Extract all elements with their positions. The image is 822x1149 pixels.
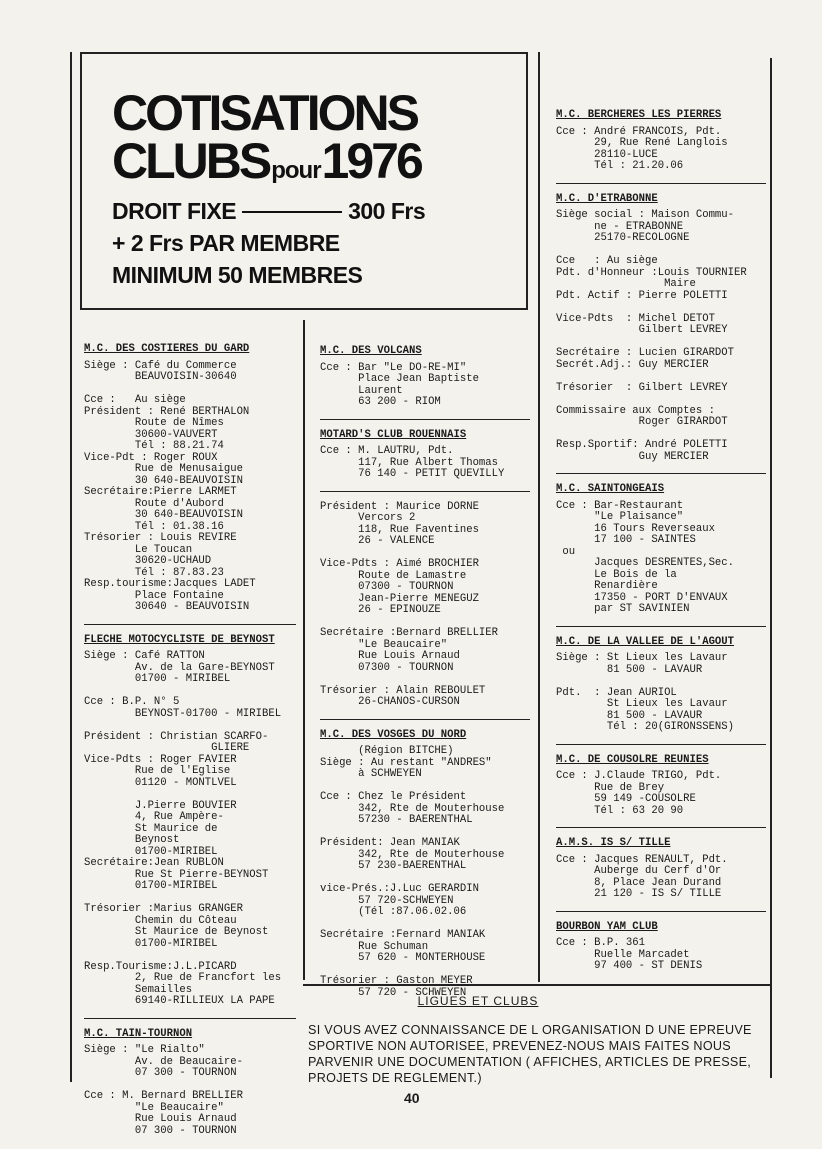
club-details: Siège social : Maison Commu- ne - ETRABONNE 25170-RECOLOGNE Cce : Au siège Pdt. d'Honneur :Louis TOURNIER Maire Pdt. Actif : Pierre POLETTI Vice-Pdts : Michel DETOT Gilbert LEVREY Secrétaire : Lucien GIRARDOT Secrét.Adj.: Guy MERCIER Trésorier : Gilbert LEVREY Commissaire aux Comptes : Roger GIRARDOT Resp.Sportif: André POLETTI Guy MERCIER [556,209,747,463]
club-block [556,637,766,734]
page-number: 40 [404,1090,420,1106]
club-heading: M.C. SAINTONGEAIS [556,483,665,495]
club-details: Cce : Jacques RENAULT, Pdt. Auberge du Cerf d'Or 8, Place Jean Durand 21 120 - IS S/ TILLE [556,853,728,900]
separator [556,744,766,745]
club-details: Cce : J.Claude TRIGO, Pdt. Rue de Brey 59 149 -COUSOLRE Tél : 63 20 90 [556,770,722,817]
club-details: Cce : B.P. 361 Ruelle Marcadet 97 400 - ST DENIS [556,937,703,972]
club-details: Cce : André FRANCOIS, Pdt. 29, Rue René Langlois 28110-LUCE Tél : 21.20.06 [556,125,728,172]
club-block [84,1029,296,1138]
club-details: Président : Maurice DORNE Vercors 2 118, Rue Faventines 26 - VALENCE Vice-Pdts : Aimé BROCHIER Route de Lamastre 07300 - TOURNON Jean-Pierre MENEGUZ 26 - EPINOUZE Secrétaire :Bernard BRELLIER "Le Beaucaire" Rue Louis Arnaud 07300 - TOURNON Trésorier : Alain REBOULET 26-CHANOS-CURSON [320,500,499,708]
club-block [84,344,296,614]
club-details: Siège : Café du Commerce BEAUVOISIN-30640 Cce : Au siège Président : René BERTHALON Route de Nîmes 30600-VAUVERT Tél : 88.21.74 Vice-Pdt : Roger ROUX Rue de Menusaigue 30 640-BEAUVOISIN Secrétaire:Pierre LARMET Route d'Aubord 30 640-BEAUVOISIN Tél : 01.38.16 Trésorier : Louis REVIRE Le Toucan 30620-UCHAUD Tél : 87.83.23 Resp.tourisme:Jacques LADET Place Fontaine 30640 - BEAUVOISIN [84,359,256,613]
column-3 [556,110,766,979]
separator [556,626,766,627]
club-block [556,838,766,901]
club-heading: A.M.S. IS S/ TILLE [556,837,671,849]
club-details: (Région BITCHE) Siège : Au restant "ANDRES" à SCHWEYEN Cce : Chez le Président 342, Rte de Mouterhouse 57230 - BAERENTHAL Président: Jean MANIAK 342, Rte de Mouterhouse 57 230-BAERENTHAL vice-Prés.:J.Luc GERARDIN 57 720-SCHWEYEN (Tél :87.06.02.06 Secrétaire :Fernard MANIAK Rue Schuman 57 620 - MONTERHOUSE Trésorier : Gaston MEYER 57 720 - SCHWEYEN [320,745,505,999]
club-block [556,755,766,818]
club-block [556,484,766,616]
club-heading: M.C. TAIN-TOURNON [84,1027,193,1040]
club-details: Cce : Bar "Le DO-RE-MI" Place Jean Baptiste Laurent 63 200 - RIOM [320,361,479,408]
separator [556,911,766,912]
club-heading: M.C. DES COSTIERES DU GARD [84,343,250,355]
ligues-notice [308,994,768,1086]
club-block [320,502,530,709]
col3-left-rule [538,52,540,982]
club-details: Cce : M. LAUTRU, Pdt. 117, Rue Albert Thomas 76 140 - PETIT QUEVILLY [320,445,505,480]
club-details: Cce : Bar-Restaurant "Le Plaisance" 16 Tours Reverseaux 17 100 - SAINTES ou Jacques DESRENTES,Sec. Le Bois de la Renardière 17350 - PORT D'ENVAUX par ST SAVINIEN [556,499,735,615]
separator [556,827,766,828]
club-details: Siège : Café RATTON Av. de la Gare-BEYNOST 01700 - MIRIBEL Cce : B.P. N° 5 BEYNOST-01700 - MIRIBEL Président : Christian SCARFO- GLIERE Vice-Pdts : Roger FAVIER Rue de l'Eglise 01120 - MONTLVEL J.Pierre BOUVIER 4, Rue Ampère- St Maurice de Beynost 01700-MIRIBEL Secrétaire:Jean RUBLON Rue St Pierre-BEYNOST 01700-MIRIBEL Trésorier :Marius GRANGER Chemin du Côteau St Maurice de Beynost 01700-MIRIBEL Resp.Tourisme:J.L.PICARD 2, Rue de Francfort les Semailles 69140-RILLIEUX LA PAPE [84,650,282,1007]
club-heading: M.C. DE LA VALLEE DE L'AGOUT [556,635,735,648]
club-heading: M.C. DES VOLCANS [320,345,422,357]
ligues-body: SI VOUS AVEZ CONNAISSANCE DE L ORGANISATION D UNE EPREUVE SPORTIVE NON AUTORISEE, PREVENEZ-NOUS MAIS FAITES NOUS PARVENIR UNE DOCUMENTATION ( AFFICHES, ARTICLES DE PRESSE, PROJETS DE REGLEMENT.) [308,1023,752,1085]
title-box [80,52,528,310]
club-heading: M.C. D'ETRABONNE [556,192,658,205]
club-heading: M.C. BERCHERES LES PIERRES [556,109,722,121]
ligues-title: LIGUES ET CLUBS [417,994,539,1008]
club-heading: BOURBON YAM CLUB [556,920,658,933]
fee-line [112,200,425,223]
club-details: Siège : "Le Rialto" Av. de Beaucaire- 07 300 - TOURNON Cce : M. Bernard BRELLIER "Le Beaucaire" Rue Louis Arnaud 07 300 - TOURNON [84,1044,243,1137]
separator [320,491,530,492]
left-rule [70,52,72,1082]
column-1 [84,344,296,1143]
club-heading: M.C. DES VOSGES DU NORD [320,728,467,741]
title-line1: COTISATIONS [112,85,417,141]
separator [84,624,296,625]
club-block [320,346,530,409]
club-block [556,922,766,973]
col2-left-rule [303,320,305,980]
right-rule [770,58,772,1078]
club-block [556,194,766,464]
fee-leader-line [242,211,342,213]
club-details: Siège : St Lieux les Lavaur 81 500 - LAVAUR Pdt. : Jean AURIOL St Lieux les Lavaur 81 500 - LAVAUR Tél : 20(GIRONSSENS) [556,652,735,733]
title-clubs: CLUBS [112,133,270,189]
club-block [320,730,530,1000]
per-member-line: + 2 Frs PAR MEMBRE [112,230,340,256]
minimum-line: MINIMUM 50 MEMBRES [112,262,363,288]
club-block [84,635,296,1008]
club-heading: M.C. DE COUSOLRE REUNIES [556,753,709,766]
column-2 [320,346,530,1005]
fee-value: 300 Frs [348,198,426,224]
separator [556,473,766,474]
club-block [320,430,530,481]
club-block [556,110,766,173]
club-heading: FLECHE MOTOCYCLISTE DE BEYNOST [84,633,275,646]
club-heading: MOTARD'S CLUB ROUENNAIS [320,428,467,441]
separator [320,419,530,420]
title-pour: pour [271,157,321,184]
separator [556,183,766,184]
separator [84,1018,296,1019]
fee-label: DROIT FIXE [112,198,237,224]
title-year: 1976 [321,133,421,189]
separator [320,719,530,720]
title-line2 [112,133,421,189]
